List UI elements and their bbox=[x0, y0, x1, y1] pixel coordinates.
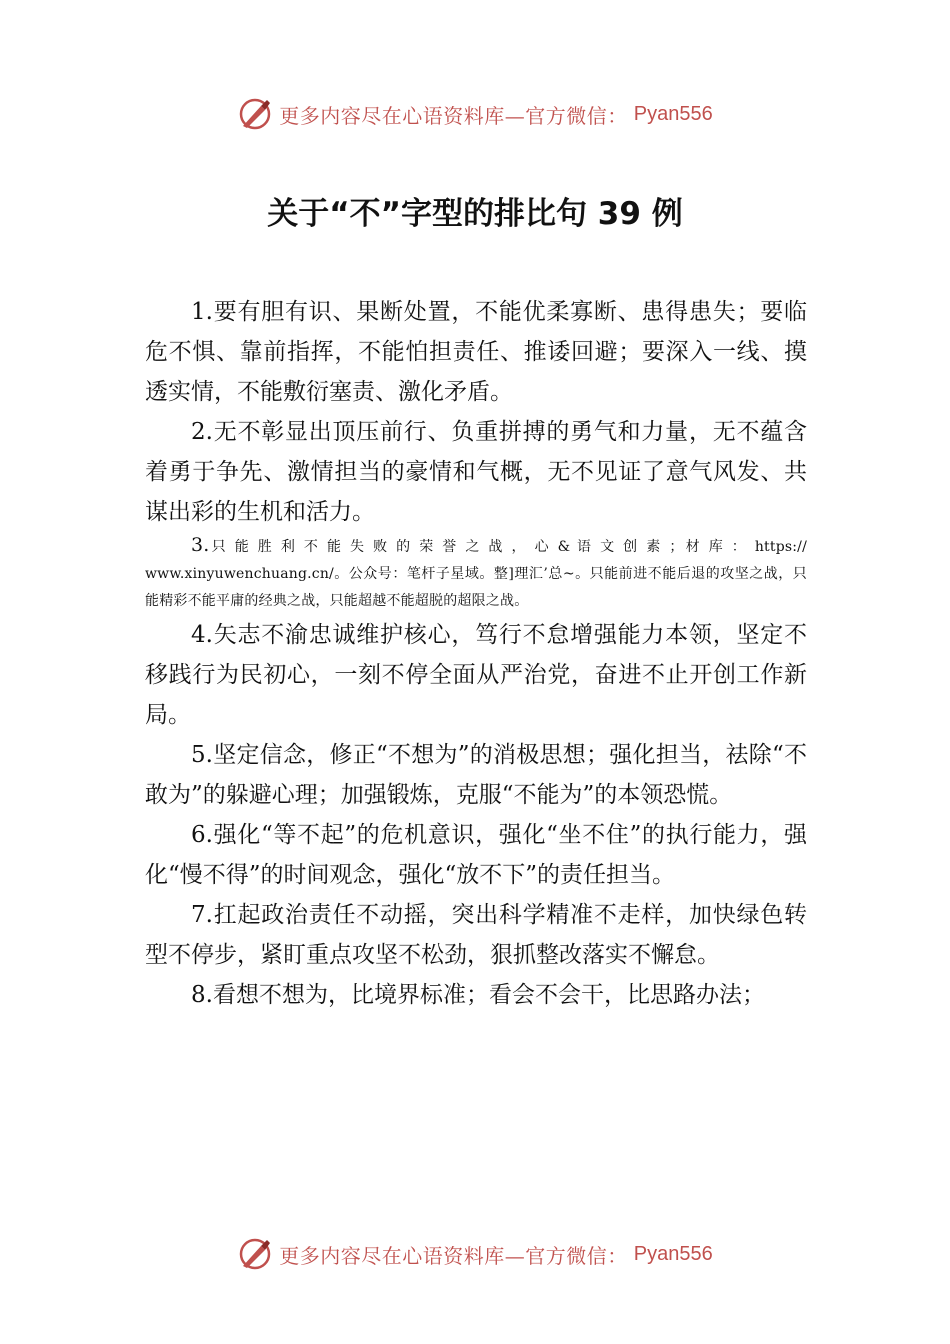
paragraph-3-number: 3. bbox=[191, 534, 210, 556]
document-body bbox=[145, 292, 807, 1015]
paragraph-4: 4.矢志不渝忠诚维护核心，笃行不怠增强能力本领，坚定不移践行为民初心，一刻不停全面从严治党，奋进不止开创工作新局。 bbox=[145, 622, 807, 728]
pen-logo-icon bbox=[237, 96, 273, 132]
paragraph-5: 5.坚定信念，修正“不想为”的消极思想；强化担当，祛除“不敢为”的躲避心理；加强锻炼，克服“不能为”的本领恐慌。 bbox=[145, 742, 807, 808]
paragraph-6: 6.强化“等不起”的危机意识，强化“坐不住”的执行能力，强化“慢不得”的时间观念，强化“放不下”的责任担当。 bbox=[145, 822, 807, 888]
header-banner-text: 更多内容尽在心语资料库—官方微信： bbox=[279, 103, 628, 128]
paragraph-1: 1.要有胆有识、果断处置，不能优柔寡断、患得患失；要临危不惧、靠前指挥，不能怕担责任、推诿回避；要深入一线、摸透实情，不能敷衍塞责、激化矛盾。 bbox=[145, 299, 807, 405]
header-banner-id: Pyan556 bbox=[633, 102, 713, 125]
paragraph-3-text: 只 能 胜 利 不 能 失 败 的 荣 誉 之 战 ， 心 & 语 文 创 素 ；材 库 ： https:// www.xinyuwenchuang.cn/。公众号：笔杆子星域。整]理汇’总~。只能前进不能后退的攻坚之战，只能精彩不能平庸的经典之战，只能超越不能超脱的超限之战。 bbox=[145, 539, 807, 609]
paragraph-7: 7.扛起政治责任不动摇，突出科学精准不走样，加快绿色转型不停步，紧盯重点攻坚不松劲，狠抓整改落实不懈怠。 bbox=[145, 902, 807, 968]
footer-banner-id: Pyan556 bbox=[633, 1242, 713, 1265]
paragraph-2: 2.无不彰显出顶压前行、负重拼搏的勇气和力量，无不蕴含着勇于争先、激情担当的豪情和气概，无不见证了意气风发、共谋出彩的生机和活力。 bbox=[145, 419, 807, 525]
footer-banner bbox=[0, 1234, 950, 1274]
footer-banner-text: 更多内容尽在心语资料库—官方微信： bbox=[279, 1243, 628, 1268]
header-banner bbox=[0, 94, 950, 134]
pen-logo-icon bbox=[237, 1236, 273, 1272]
page-title: 关于“不”字型的排比句 39 例 bbox=[267, 196, 683, 232]
paragraph-3 bbox=[145, 532, 807, 615]
paragraph-8: 8.看想不想为，比境界标准；看会不会干，比思路办法； bbox=[191, 982, 765, 1008]
